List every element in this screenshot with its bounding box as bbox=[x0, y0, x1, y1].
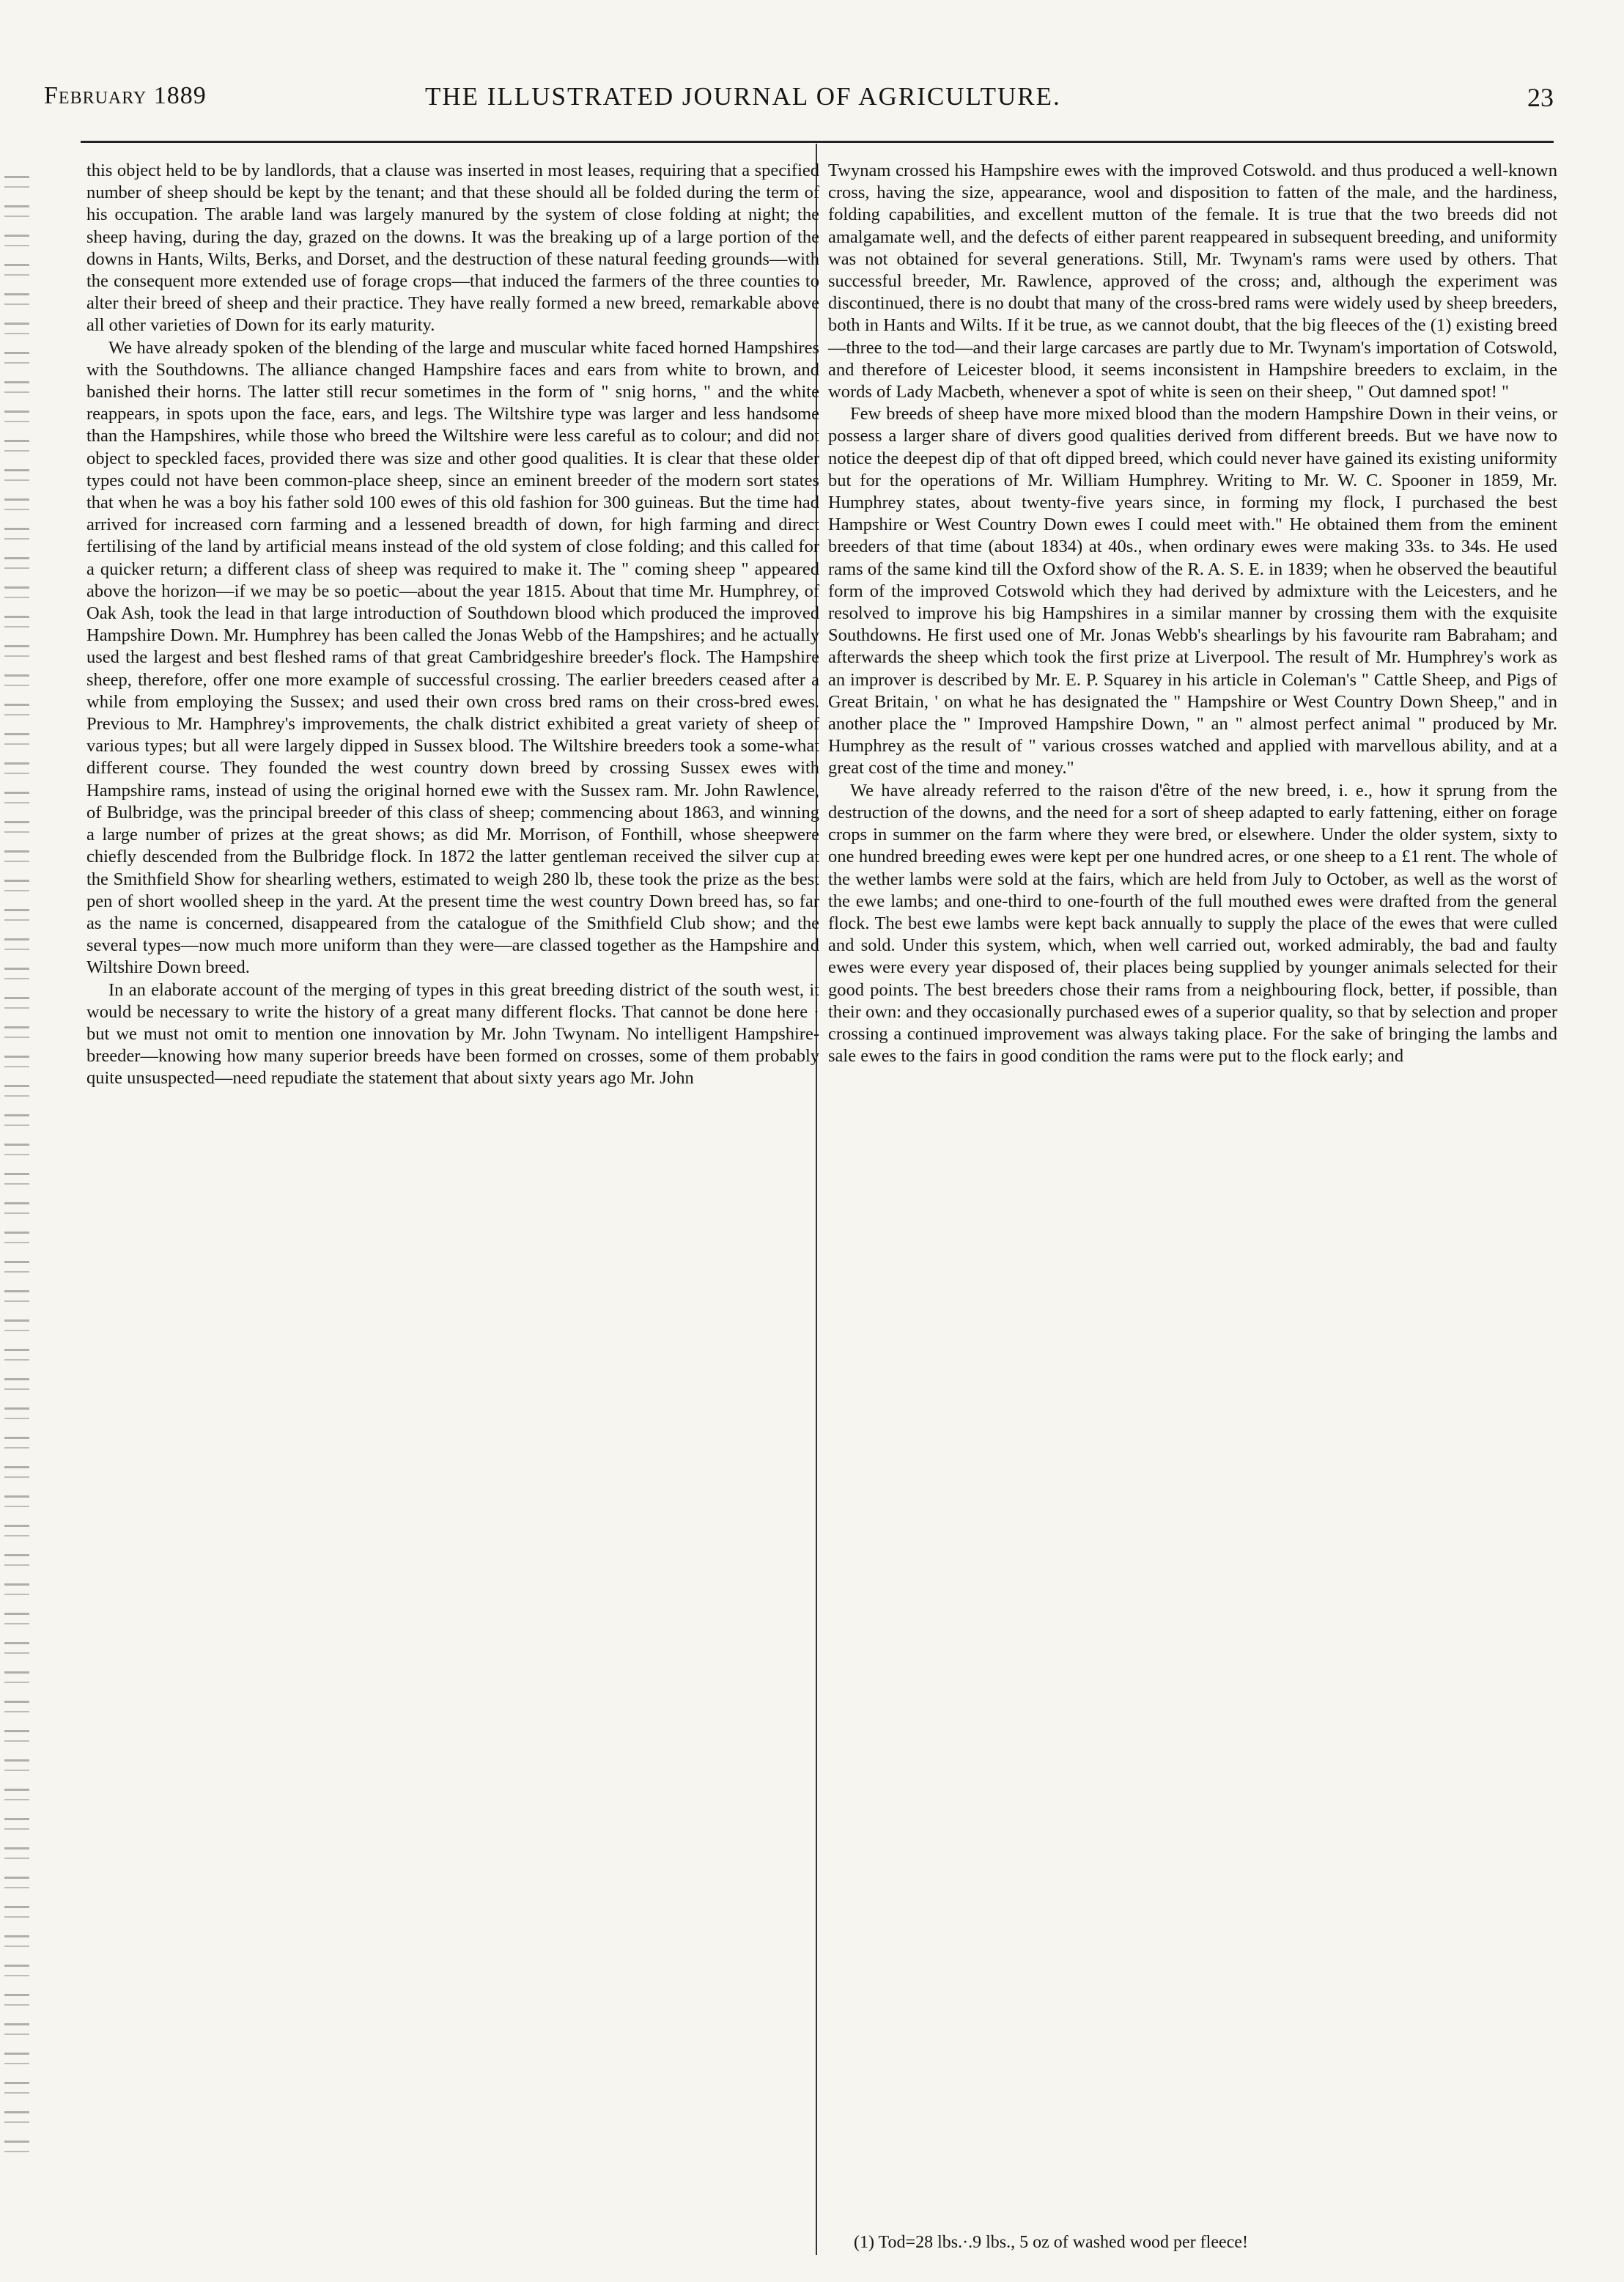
running-header bbox=[44, 82, 1554, 125]
paragraph: Twynam crossed his Hampshire ewes with the improved Cotswold. and thus produced a well-known cross, having the size, appearance, wool and disposition to fatten of the male, and the hardiness, folding capabilities, and excellent mutton of the female. It is true that the two breeds did not amalgamate well, and the defects of either parent reappeared in subsequent breeding, and uniformity was not obtained for several generations. Still, Mr. Twynam's rams were used by others. That successful breeder, Mr. Rawlence, approved of the cross; and, although the experiment was discontinued, there is no doubt that many of the cross-bred rams were widely used by sheep breeders, both in Hants and Wilts. If it be true, as we cannot doubt, that the big fleeces of the (1) existing breed—three to the tod—and their large carcases are partly due to Mr. Twynam's importation of Cotswold, and therefore of Leicester blood, it seems inconsistent in Hampshire breeders to exclaim, in the words of Lady Macbeth, whenever a spot of white is seen on their sheep, " Out damned spot! " bbox=[828, 161, 1557, 402]
left-column bbox=[86, 160, 819, 1090]
page-number: 23 bbox=[1527, 83, 1554, 112]
footnote: (1) Tod=28 lbs.·.9 lbs., 5 oz of washed wood per fleece! bbox=[854, 2233, 1248, 2252]
header-rule bbox=[81, 141, 1554, 143]
right-column bbox=[828, 160, 1557, 1067]
paragraph: We have already referred to the raison d'être of the new breed, i. e., how it sprung from the destruction of the downs, and the need for a sort of sheep adapted to early fattening, either on forage crops in summer on the farm where they were bred, or elsewhere. Under the older system, sixty to one hundred breeding ewes were kept per one hundred acres, or one sheep to a £1 rent. The whole of the wether lambs were sold at the fairs, which are held from July to October, as well as the worst of the ewe lambs; and one-third to one-fourth of the full mouthed ewes were drafted from the general flock. The best ewe lambs were kept back annually to supply the place of the ewes that were culled and sold. Under this system, which, when well carried out, worked admirably, the bad and faulty ewes were every year disposed of, their places being supplied by younger animals selected for their good points. The best breeders chose their rams from a neighbouring flock, better, if possible, than their own: and they occasionally purchased ewes of a superior quality, so that by selection and proper crossing a continued improvement was always taking place. For the sake of bringing the lambs and sale ewes to the fairs in good condition the rams were put to the flock early; and bbox=[828, 780, 1557, 1067]
paragraph: this object held to be by landlords, that a clause was inserted in most leases, requiring that a specified number of sheep should be kept by the tenant; and that these should all be folded during the term of his occupation. The arable land was largely manured by the system of close folding at night; the sheep having, during the day, grazed on the downs. It was the breaking up of a large portion of the downs in Hants, Wilts, Berks, and Dorset, and the destruction of these natural feeding grounds—with the consequent more extended use of forage crops—that induced the farmers of the three counties to alter their breed of sheep and their practice. They have really formed a new breed, remarkable above all other varieties of Down for its early maturity. bbox=[86, 161, 819, 336]
paragraph: Few breeds of sheep have more mixed blood than the modern Hampshire Down in their veins, or possess a larger share of divers good qualities derived from different breeds. But we have now to notice the deepest dip of that oft dipped breed, which could never have gained its existing uniformity but for the operations of Mr. William Humphrey. Writing to Mr. W. C. Spooner in 1859, Mr. Humphrey states, about twenty-five years since, in forming my flock, I purchased the best Hampshire or West Country Down ewes I could meet with." He obtained them from the eminent breeders of that time (about 1834) at 40s., when ordinary ewes were making 33s. to 34s. He used rams of the same kind till the Oxford show of the R. A. S. E. in 1839; when he observed the beautiful form of the improved Cotswold which they had derived by admixture with the Leicesters, and he resolved to improve his big Hampshires in a similar manner by crossing them with the exquisite Southdowns. He first used one of Mr. Jonas Webb's shearlings by his favourite ram Babraham; and afterwards the sheep which took the first prize at Liverpool. The result of Mr. Humphrey's work as an improver is described by Mr. E. P. Squarey in his article in Coleman's " Cattle Sheep, and Pigs of Great Britain, ' on what he has designated the " Hampshire or West Country Down Sheep," and in another place the " Improved Hampshire Down, " an " almost perfect animal " produced by Mr. Humphrey as the result of " various crosses watched and applied with marvellous ability, and at a great cost of the time and money." bbox=[828, 404, 1557, 779]
journal-title: THE ILLUSTRATED JOURNAL OF AGRICULTURE. bbox=[425, 82, 1061, 111]
issue-date: February 1889 bbox=[44, 82, 207, 109]
paragraph: In an elaborate account of the merging of types in this great breeding district of the south west, it would be necessary to write the history of a great many different flocks. That cannot be done here · but we must not omit to mention one innovation by Mr. John Twynam. No intelligent Hampshire-breeder—knowing how many superior breeds have been formed on crosses, some of them probably quite unsuspected—need repudiate the statement that about sixty years ago Mr. John bbox=[86, 979, 819, 1089]
page-edge-shadow bbox=[4, 176, 29, 2155]
paragraph: We have already spoken of the blending of the large and muscular white faced horned Hampshires with the Southdowns. The alliance changed Hampshire faces and ears from white to brown, and banished their horns. The latter still recur sometimes in the form of " snig horns, " and the white reappears, in spots upon the face, ears, and legs. The Wiltshire type was larger and less handsome than the Hampshires, while those who breed the Wiltshire were less careful as to colour; and did not object to speckled faces, provided there was size and other good qualities. It is clear that these older types could not have been common-place sheep, since an eminent breeder of the modern sort states that when he was a boy his father sold 100 ewes of this old fashion for 300 guineas. But the time had arrived for increased corn farming and a lessened breadth of down, for high farming and direct fertilising of the land by artificial means instead of the old system of close folding; and this called for a quicker return; a different class of sheep was required to make it. The " coming sheep " appeared above the horizon—if we may be so poetic—about the year 1815. About that time Mr. Humphrey, of Oak Ash, took the lead in that large introduction of Southdown blood which produced the improved Hampshire Down. Mr. Humphrey has been called the Jonas Webb of the Hampshires; and he actually used the largest and best fleshed rams of that great Cambridgeshire breeder's flock. The Hampshire sheep, therefore, offer one more example of successful crossing. The earlier breeders ceased after a while from employing the Sussex; and used their own cross bred rams on their cross-bred ewes. Previous to Mr. Hamphrey's improvements, the chalk district exhibited a great variety of sheep of various types; but all were largely dipped in Sussex blood. The Wiltshire breeders took a some-what different course. They founded the west country down breed by crossing Sussex ewes with Hampshire rams, instead of using the original horned ewe with the Sussex ram. Mr. John Rawlence, of Bulbridge, was the principal breeder of this class of sheep; commencing about 1863, and winning a large number of prizes at the great shows; as did Mr. Morrison, of Fonthill, whose sheepwere chiefly descended from the Bulbridge flock. In 1872 the latter gentleman received the silver cup at the Smithfield Show for shearling wethers, estimated to weigh 280 lb, these took the prize as the best pen of short woolled sheep in the yard. At the present time the west country Down breed has, so far as the name is concerned, disappeared from the catalogue of the Smithfield Club show; and the several types—now much more uniform than they were—are classed together as the Hampshire and Wiltshire Down breed. bbox=[86, 337, 819, 978]
